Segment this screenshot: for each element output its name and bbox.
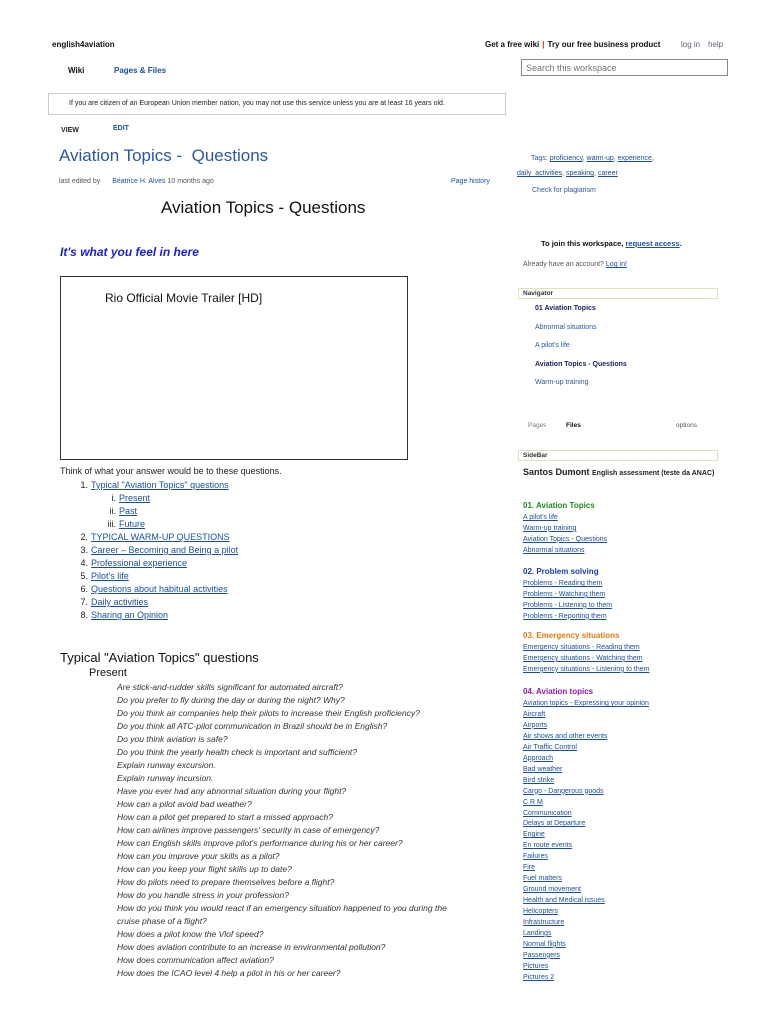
toc-link[interactable]: Daily activities bbox=[91, 597, 149, 607]
sidebar-link[interactable]: Problems - Reporting them bbox=[523, 612, 607, 620]
toc-number: i. bbox=[111, 493, 116, 503]
sidebar-link[interactable]: Air shows and other events bbox=[523, 732, 608, 740]
sidebar-link[interactable]: Fuel matters bbox=[523, 875, 562, 883]
navigator-item[interactable]: Aviation Topics - Questions bbox=[535, 360, 627, 368]
sidebar-link[interactable]: Problems - Listening to them bbox=[523, 601, 613, 609]
get-free-wiki-link[interactable]: Get a free wiki bbox=[485, 40, 540, 49]
already-account-text: Already have an account? bbox=[523, 261, 604, 268]
toc-number: 3. bbox=[80, 545, 88, 555]
sidebar-link[interactable]: Normal flights bbox=[523, 940, 566, 948]
sidebar-link[interactable]: Bad weather bbox=[523, 765, 563, 773]
edited-time: 10 months ago bbox=[167, 178, 214, 185]
question-item: How does communication affect aviation? bbox=[117, 955, 274, 965]
request-access-link[interactable]: request access bbox=[625, 239, 680, 248]
toc-number: 7. bbox=[80, 597, 88, 607]
sidebar-link[interactable]: Bird strike bbox=[523, 776, 555, 784]
sidebar-link[interactable]: Approach bbox=[523, 754, 553, 762]
sidebar-user-name: Santos Dumont bbox=[523, 467, 590, 477]
question-item: How does aviation contribute to an increase in environmental pollution? bbox=[117, 942, 386, 952]
sidebar-link[interactable]: Emergency situations - Listening to them bbox=[523, 665, 650, 673]
sidebar-link[interactable]: Health and Medical issues bbox=[523, 897, 605, 905]
question-item: cruise phase of a flight? bbox=[117, 916, 207, 926]
question-item: Do you prefer to fly during the day or during the night? Why? bbox=[117, 695, 345, 705]
question-item: How can a pilot get prepared to start a missed approach? bbox=[117, 812, 333, 822]
site-name[interactable]: english4aviation bbox=[52, 40, 115, 49]
page-heading: Aviation Topics - Questions bbox=[161, 198, 366, 217]
sidebar-link[interactable]: Fire bbox=[523, 864, 536, 872]
question-item: How can English skills improve pilot's performance during his or her career? bbox=[117, 838, 403, 848]
account-prompt bbox=[523, 261, 627, 268]
check-plagiarism-link[interactable]: Check for plagiarism bbox=[532, 187, 596, 194]
question-item: How do you think you would react if an emergency situation happened to you during the bbox=[117, 903, 447, 913]
toc-number: iii. bbox=[107, 519, 116, 529]
edit-tab[interactable]: EDIT bbox=[113, 125, 129, 132]
toc-number: 2. bbox=[80, 532, 88, 542]
navigator-item[interactable]: A pilot's life bbox=[535, 342, 570, 349]
join-workspace bbox=[541, 239, 682, 248]
sidebar-link[interactable]: Aviation Topics - Questions bbox=[523, 535, 608, 543]
question-item: How can airlines improve passengers' security in case of emergency? bbox=[117, 825, 380, 835]
sidebar-link[interactable]: Aviation topics - Expressing your opinion bbox=[523, 700, 649, 707]
pages-tab[interactable]: Pages bbox=[528, 422, 547, 429]
video-title[interactable]: Rio Official Movie Trailer [HD] bbox=[105, 291, 263, 305]
sidebar-section-title: 02. Problem solving bbox=[523, 567, 599, 576]
toc-link[interactable]: Career – Becoming and Being a pilot bbox=[91, 545, 239, 555]
sidebar-section-title: 01. Aviation Topics bbox=[523, 501, 595, 510]
feel-heading: It's what you feel in here bbox=[60, 245, 199, 259]
sidebar-link[interactable]: Problems - Reading them bbox=[523, 580, 603, 587]
join-text: To join this workspace, bbox=[541, 239, 624, 248]
tag-link[interactable]: proficiency bbox=[549, 155, 583, 162]
question-item: Do you think air companies help their pilots to increase their English proficiency? bbox=[117, 708, 420, 718]
author-link[interactable]: Béatrice H. Alves bbox=[112, 178, 166, 185]
sidebar-link[interactable]: Landings bbox=[523, 929, 552, 937]
sidebar-section-title: 04. Aviation topics bbox=[523, 687, 594, 696]
sidebar-link[interactable]: Passengers bbox=[523, 951, 560, 959]
toc-link[interactable]: Professional experience bbox=[91, 558, 188, 568]
sidebar-link[interactable]: Aircraft bbox=[523, 710, 546, 718]
top-separator: | bbox=[542, 40, 545, 49]
sidebar-link[interactable]: Failures bbox=[523, 853, 548, 861]
tags-label: Tags: bbox=[531, 155, 548, 162]
sidebar-link[interactable]: Engine bbox=[523, 831, 545, 839]
tag-link[interactable]: speaking bbox=[566, 170, 595, 177]
sidebar-link[interactable]: Communication bbox=[523, 809, 572, 817]
sidebar-user bbox=[523, 466, 723, 480]
toc-link[interactable]: TYPICAL WARM-UP QUESTIONS bbox=[91, 532, 230, 542]
navigator-item[interactable]: Warm-up training bbox=[535, 379, 589, 386]
edit-meta bbox=[59, 178, 214, 185]
toc-number: 6. bbox=[80, 584, 88, 594]
navigator-item[interactable]: Abnormal situations bbox=[535, 323, 597, 331]
try-business-link[interactable]: Try our free business product bbox=[547, 40, 661, 49]
sidebar-link[interactable]: Emergency situations - Watching them bbox=[523, 654, 643, 662]
tag-link[interactable]: career bbox=[597, 170, 618, 177]
view-tab[interactable]: VIEW bbox=[61, 127, 79, 134]
navigator-header: Navigator bbox=[518, 288, 718, 299]
question-item: Do you think the yearly health check is important and sufficient? bbox=[117, 747, 358, 757]
sidebar-link[interactable]: Infrastructure bbox=[523, 919, 565, 926]
section-heading: Typical "Aviation Topics" questions bbox=[60, 650, 259, 665]
question-item: How can you improve your skills as a pilot? bbox=[117, 851, 280, 861]
sidebar-link[interactable]: Cargo - Dangerous goods bbox=[523, 787, 604, 795]
top-bar bbox=[0, 38, 768, 52]
tab-wiki[interactable]: Wiki bbox=[68, 66, 85, 75]
sidebar-header: SideBar bbox=[518, 450, 718, 461]
tag-link[interactable]: warm-up bbox=[586, 155, 614, 162]
page-history-link[interactable]: Page history bbox=[451, 178, 490, 185]
toc-number: 8. bbox=[80, 610, 88, 620]
join-end: . bbox=[679, 239, 682, 248]
toc-number: 1. bbox=[80, 480, 88, 490]
toc-number: ii. bbox=[109, 506, 116, 516]
toc-number: 4. bbox=[80, 558, 88, 568]
page-title: Aviation Topics - Questions bbox=[59, 146, 269, 165]
toc-number: 5. bbox=[80, 571, 88, 581]
sidebar-link[interactable]: En route events bbox=[523, 842, 573, 850]
age-notice: If you are citizen of an European Union member nation, you may not use this service unless you are at least 16 years old. bbox=[48, 93, 506, 115]
sidebar-link[interactable]: Ground movement bbox=[523, 886, 581, 894]
sidebar-link[interactable]: A pilot's life bbox=[523, 514, 558, 521]
toc-link[interactable]: Present bbox=[119, 493, 151, 503]
login-link[interactable]: log in bbox=[681, 40, 701, 49]
top-promo bbox=[485, 40, 660, 49]
sidebar-link[interactable]: Emergency situations - Reading them bbox=[523, 644, 640, 651]
sidebar-link[interactable]: Airports bbox=[523, 721, 548, 729]
question-item: How does a pilot know the Vlof speed? bbox=[117, 929, 264, 939]
tags-line-1: Tags: proficiency, warm-up, experience, bbox=[531, 155, 654, 162]
sidebar-link[interactable]: Helicopters bbox=[523, 908, 559, 916]
sidebar-user-sub: English assessment (teste da ANAC) bbox=[592, 470, 715, 477]
sidebar-link[interactable]: Pictures 2 bbox=[523, 973, 555, 981]
last-edited-label: last edited by bbox=[59, 178, 101, 185]
toc-link[interactable]: Typical "Aviation Topics" questions bbox=[91, 480, 229, 490]
tag-link[interactable]: experience bbox=[617, 155, 652, 162]
toc-link[interactable]: Past bbox=[119, 506, 138, 516]
section-subheading: Present bbox=[89, 667, 127, 679]
sidebar-link[interactable]: Warm-up training bbox=[523, 524, 577, 532]
toc-link[interactable]: Future bbox=[119, 519, 146, 529]
options-link[interactable]: options bbox=[676, 422, 697, 429]
sidebar-link[interactable]: Abnormal situations bbox=[523, 546, 585, 554]
tag-link[interactable]: daily_activities bbox=[517, 170, 563, 177]
sidebar-link[interactable]: Air Traffic Control bbox=[523, 743, 577, 751]
files-tab[interactable]: Files bbox=[566, 422, 581, 429]
intro-text: Think of what your answer would be to these questions. bbox=[60, 466, 282, 476]
sidebar-link[interactable]: C R M bbox=[523, 798, 543, 806]
toc-link[interactable]: Pilot's life bbox=[91, 571, 129, 581]
toc-link[interactable]: Questions about habitual activities bbox=[91, 584, 228, 594]
question-item: How do pilots need to prepare themselves before a flight? bbox=[117, 877, 335, 887]
sidebar-link[interactable]: Pictures bbox=[523, 962, 549, 970]
toc-link[interactable]: Sharing an Opinion bbox=[91, 610, 169, 620]
tags-line-2: daily_activities, speaking, career bbox=[517, 170, 618, 177]
question-item: How do you handle stress in your profession? bbox=[117, 890, 289, 900]
question-item: Are stick-and-rudder skills significant for automated aircraft? bbox=[117, 682, 343, 692]
sidebar-link[interactable]: Delays at Departure bbox=[523, 820, 586, 828]
video-embed[interactable] bbox=[60, 276, 408, 460]
question-item: How does the ICAO level 4 help a pilot in his or her career? bbox=[117, 968, 341, 978]
login-inline-link[interactable]: Log in! bbox=[605, 261, 627, 268]
help-link[interactable]: help bbox=[708, 40, 724, 49]
sidebar-link[interactable]: Problems - Watching them bbox=[523, 590, 606, 598]
question-item: Explain runway incursion. bbox=[117, 773, 214, 783]
navigator-item[interactable]: 01 Aviation Topics bbox=[535, 305, 596, 312]
tab-pages-files[interactable]: Pages & Files bbox=[114, 66, 167, 75]
sidebar-section-title: 03. Emergency situations bbox=[523, 631, 620, 640]
question-item: How can a pilot avoid bad weather? bbox=[117, 799, 252, 809]
search-input[interactable] bbox=[521, 59, 728, 76]
question-item: Do you think aviation is safe? bbox=[117, 734, 228, 744]
question-item: Have you ever had any abnormal situation during your flight? bbox=[117, 786, 347, 796]
question-item: Do you think all ATC-pilot communication in Brazil should be in English? bbox=[117, 721, 388, 731]
question-item: How can you keep your flight skills up to date? bbox=[117, 864, 292, 874]
question-item: Explain runway excursion. bbox=[117, 760, 216, 770]
